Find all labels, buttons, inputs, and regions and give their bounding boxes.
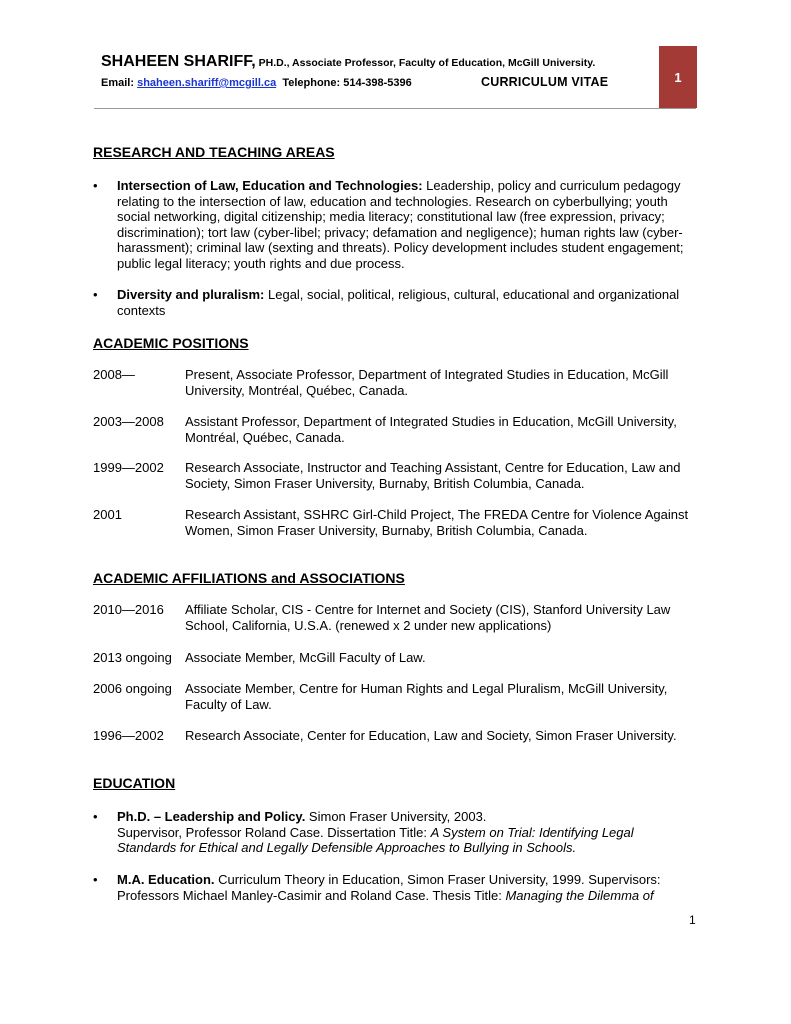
- entry-description: Associate Member, McGill Faculty of Law.: [185, 650, 426, 665]
- section-title-positions: ACADEMIC POSITIONS: [93, 335, 249, 351]
- email-label: Email:: [101, 77, 135, 89]
- dissertation-title: A System on Trial: Identifying Legal Standards for Ethical and Legally Defensible Approaches to Bullying in Schools.: [117, 824, 634, 856]
- header-divider: [94, 108, 696, 109]
- entry-description: Present, Associate Professor, Department of Integrated Studies in Education, McGill University, Montréal, Québec, Canada.: [185, 367, 669, 398]
- section-title-education: EDUCATION: [93, 775, 176, 791]
- section-title-affiliations: ACADEMIC AFFILIATIONS and ASSOCIATIONS: [93, 570, 405, 586]
- entry-years: 1999—2002: [93, 460, 164, 475]
- author-name: SHAHEEN SHARIFF,: [101, 53, 256, 70]
- entry-years: 2010—2016: [93, 602, 164, 617]
- section-title-research: RESEARCH AND TEACHING AREAS: [93, 144, 335, 160]
- affiliation-entry: [93, 650, 693, 666]
- header-name-line: [101, 53, 595, 71]
- entry-years: 2006 ongoing: [93, 681, 172, 696]
- degree-title: M.A. Education.: [117, 872, 215, 887]
- entry-description: Research Assistant, SSHRC Girl-Child Project, The FREDA Centre for Violence Against Women, Simon Fraser University, Burnaby, British Columbia, Canada.: [185, 507, 689, 538]
- entry-description: Research Associate, Center for Education, Law and Society, Simon Fraser University.: [185, 728, 677, 743]
- header-page-number-box: 1: [659, 46, 697, 108]
- cv-title: CURRICULUM VITAE: [481, 75, 609, 89]
- affiliation-entry: [93, 602, 693, 633]
- degree-detail: Simon Fraser University, 2003.: [305, 809, 487, 824]
- entry-years: 1996—2002: [93, 728, 164, 743]
- list-item: [93, 178, 693, 272]
- education-item: [93, 809, 693, 856]
- author-credentials: PH.D., Associate Professor, Faculty of Education, McGill University.: [255, 57, 596, 69]
- bullet-icon: •: [93, 287, 98, 302]
- position-entry: [93, 507, 693, 538]
- header-contact-line: [101, 77, 412, 89]
- entry-description: Associate Member, Centre for Human Rights and Legal Pluralism, McGill University, Faculty of Law.: [185, 681, 668, 712]
- email-link[interactable]: shaheen.shariff@mcgill.ca: [137, 77, 277, 89]
- position-entry: [93, 414, 693, 445]
- thesis-title: Managing the Dilemma of: [505, 887, 654, 903]
- footer-page-number: 1: [689, 913, 696, 927]
- affiliation-entry: [93, 681, 693, 712]
- item-heading: Diversity and pluralism:: [117, 287, 265, 302]
- entry-description: Affiliate Scholar, CIS - Centre for Internet and Society (CIS), Stanford University Law School, California, U.S.A. (renewed x 2 under new applications): [185, 602, 671, 633]
- entry-years: 2003—2008: [93, 414, 164, 429]
- entry-description: Assistant Professor, Department of Integrated Studies in Education, McGill University, Montréal, Québec, Canada.: [185, 414, 677, 445]
- entry-years: 2008—: [93, 367, 135, 382]
- list-item: [93, 287, 693, 318]
- degree-detail: Curriculum Theory in Education, Simon Fraser University, 1999. Supervisors: Professors Michael Manley-Casimir and Roland Case. Thesis Title:: [117, 872, 661, 903]
- item-text: Legal, social, political, religious, cultural, educational and organizational contexts: [117, 287, 680, 318]
- bullet-icon: •: [93, 872, 98, 887]
- position-entry: [93, 367, 693, 398]
- bullet-icon: •: [93, 178, 98, 193]
- education-item: [93, 872, 693, 903]
- degree-supervisor: Supervisor, Professor Roland Case. Dissertation Title:: [117, 824, 431, 840]
- item-text: Leadership, policy and curriculum pedagogy relating to the intersection of law, education and technologies. Research on cyberbullying; youth social networking, digital citizenship; media literacy; constitutional law (free expression, privacy; discrimination); tort law (cyber-libel; privacy; defamation and negligence); human rights law (cyber-harassment); criminal law (sexting and threats). Policy development includes student engagement; public legal literacy; youth rights and due process.: [117, 178, 684, 271]
- telephone: Telephone: 514-398-5396: [282, 77, 412, 89]
- degree-title: Ph.D. – Leadership and Policy.: [117, 809, 306, 824]
- entry-description: Research Associate, Instructor and Teaching Assistant, Centre for Education, Law and Society, Simon Fraser University, Burnaby, British Columbia, Canada.: [185, 460, 681, 491]
- entry-years: 2001: [93, 507, 122, 522]
- bullet-icon: •: [93, 809, 98, 824]
- position-entry: [93, 460, 693, 491]
- item-heading: Intersection of Law, Education and Technologies:: [117, 178, 423, 193]
- affiliation-entry: [93, 728, 693, 744]
- entry-years: 2013 ongoing: [93, 650, 172, 665]
